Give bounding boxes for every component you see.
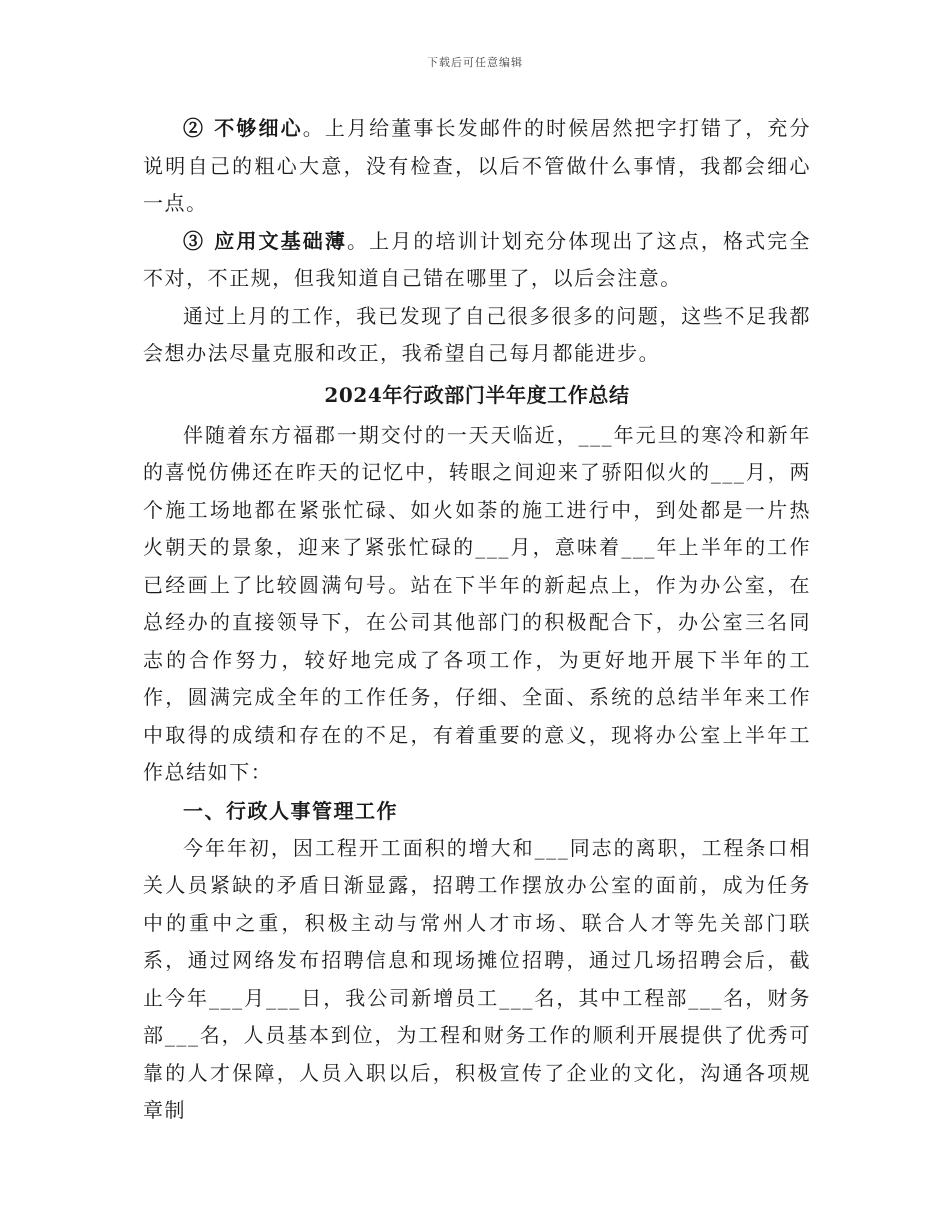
paragraph-text-weak-writing: 。上月的培训计划充分体现出了这点，格式完全不对，不正规，但我知道自己错在哪里了，以后会注意。 — [143, 228, 811, 290]
document-title: 2024年行政部门半年度工作总结 — [324, 382, 630, 407]
paragraph-conclusion: 通过上月的工作，我已发现了自己很多很多的问题，这些不足我都会想办法尽量克服和改正，我希望自己每月都能进步。 — [143, 303, 811, 365]
paragraph-not-careful — [143, 110, 811, 223]
paragraph-lead-weak-writing: ③ 应用文基础薄 — [183, 228, 347, 253]
paragraph-text-not-careful: 。上月给董事长发邮件的时候居然把字打错了，充分说明自己的粗心大意，没有检查，以后不管做什么事情，我都会细心一点。 — [143, 116, 812, 215]
paragraph-recruitment: 今年年初，因工程开工面积的增大和___同志的离职，工程条口相关人员紧缺的矛盾日渐显露，招聘工作摆放办公室的面前，成为任务中的重中之重，积极主动与常州人才市场、联合人才等先关部门联系，通过网络发布招聘信息和现场摊位招聘，通过几场招聘会后，截止今年___月___日，我公司新增员工___名，其中工程部___名，财务部___名，人员基本到位，为工程和财务工作的顺利开展提供了优秀可靠的人才保障，人员入职以后，积极宣传了企业的文化，沟通各项规章制 — [143, 835, 811, 1122]
page-header-note: 下载后可任意编辑 — [427, 56, 523, 69]
paragraph-weak-writing — [143, 223, 811, 298]
paragraph-lead-not-careful: ② 不够细心 — [183, 116, 303, 140]
document-body — [143, 110, 811, 1130]
paragraph-intro: 伴随着东方福郡一期交付的一天天临近，___年元旦的寒冷和新年的喜悦仿佛还在昨天的记忆中，转眼之间迎来了骄阳似火的___月，两个施工场地都在紧张忙碌、如火如荼的施工进行中，到处都是一片热火朝天的景象，迎来了紧张忙碌的___月，意味着___年上半年的工作已经画上了比较圆满句号。站在下半年的新起点上，作为办公室，在总经办的直接领导下，在公司其他部门的积极配合下，办公室三名同志的合作努力，较好地完成了各项工作，为更好地开展下半年的工作，圆满完成全年的工作任务，仔细、全面、系统的总结半年来工作中取得的成绩和存在的不足，有着重要的意义，现将办公室上半年工作总结如下： — [143, 422, 811, 784]
section-heading-admin-hr: 一、行政人事管理工作 — [183, 798, 398, 823]
